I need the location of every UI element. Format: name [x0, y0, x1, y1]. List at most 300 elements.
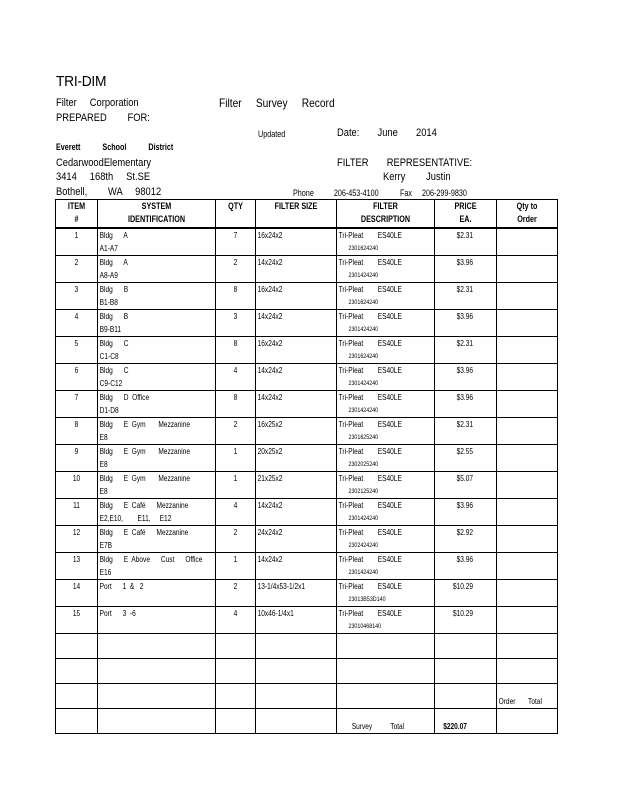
- price-value: $2.31: [456, 285, 474, 294]
- empty-row: [56, 659, 558, 684]
- filter-size: 21x25x2: [257, 474, 283, 483]
- filter-description: Tri-Pleat ES40LE: [338, 420, 402, 429]
- size-cell: [256, 310, 337, 337]
- system-units: E2,E10, E11, E12: [99, 514, 172, 523]
- item-number: 10: [72, 474, 81, 483]
- item-cell: [56, 418, 98, 445]
- system-units: B9-B11: [99, 325, 122, 334]
- qty-cell: [216, 580, 256, 607]
- description-cell: [337, 445, 435, 472]
- item-cell: [56, 310, 98, 337]
- price-value: $3.96: [456, 258, 474, 267]
- item-number: 6: [74, 366, 79, 375]
- table-row: [56, 391, 558, 418]
- filter-size: 14x24x2: [257, 258, 283, 267]
- qty-to-order-cell: [497, 337, 558, 364]
- system-name: Bldg E Gym Mezzanine: [99, 447, 191, 456]
- empty-cell: [216, 709, 256, 734]
- filter-description: Tri-Pleat ES40LE: [338, 393, 402, 402]
- price-cell: [435, 256, 497, 283]
- price-value: $3.96: [456, 366, 474, 375]
- system-name: Bldg E Above Cust Office: [99, 555, 203, 564]
- qty-to-order-cell: [497, 445, 558, 472]
- filter-description: Tri-Pleat ES40LE: [338, 501, 402, 510]
- filter-part-number: 2301624240: [348, 299, 379, 306]
- size-cell: [256, 607, 337, 634]
- filter-description: Tri-Pleat ES40LE: [338, 555, 402, 564]
- size-cell: [256, 337, 337, 364]
- system-name: Bldg E Gym Mezzanine: [99, 474, 191, 483]
- empty-row: [56, 634, 558, 659]
- item-cell: [56, 526, 98, 553]
- system-units: A8-A9: [99, 271, 118, 280]
- item-number: 9: [74, 447, 79, 456]
- empty-row: [56, 684, 558, 709]
- table-row: [56, 499, 558, 526]
- qty-value: 2: [233, 420, 238, 429]
- qty-cell: [216, 499, 256, 526]
- size-cell: [256, 418, 337, 445]
- item-cell: [56, 391, 98, 418]
- system-name: Bldg E Café Mezzanine: [99, 501, 189, 510]
- price-cell: [435, 553, 497, 580]
- empty-cell: [497, 659, 558, 684]
- description-cell: [337, 499, 435, 526]
- qty-value: 4: [233, 609, 238, 618]
- qty-cell: [216, 607, 256, 634]
- qty-cell: [216, 364, 256, 391]
- system-cell: [98, 526, 216, 553]
- description-cell: [337, 607, 435, 634]
- qty-value: 1: [233, 474, 238, 483]
- system-cell: [98, 310, 216, 337]
- item-cell: [56, 364, 98, 391]
- system-units: E8: [99, 460, 108, 469]
- column-header: [256, 200, 337, 229]
- order-total-label: Order Total: [498, 697, 542, 706]
- qty-cell: [216, 256, 256, 283]
- qty-cell: [216, 228, 256, 256]
- price-cell: [435, 607, 497, 634]
- filter-size: 24x24x2: [257, 528, 283, 537]
- filter-description: Tri-Pleat ES40LE: [338, 312, 402, 321]
- column-header-label: Order: [517, 214, 537, 224]
- price-value: $3.96: [456, 501, 474, 510]
- description-cell: [337, 418, 435, 445]
- qty-to-order-cell: [497, 418, 558, 445]
- system-units: B1-B8: [99, 298, 118, 307]
- filter-description: Tri-Pleat ES40LE: [338, 447, 402, 456]
- table-row: [56, 228, 558, 256]
- empty-cell: [435, 634, 497, 659]
- system-name: Bldg E Café Mezzanine: [99, 528, 189, 537]
- table-row: [56, 418, 558, 445]
- item-cell: [56, 472, 98, 499]
- item-number: 14: [72, 582, 81, 591]
- empty-cell: [435, 709, 497, 734]
- empty-cell: [435, 659, 497, 684]
- column-header-label: ITEM: [67, 201, 86, 211]
- qty-value: 2: [233, 528, 238, 537]
- column-header-label: FILTER SIZE: [274, 201, 318, 211]
- column-header-label: QTY: [228, 201, 243, 211]
- empty-cell: [216, 634, 256, 659]
- table-row: [56, 526, 558, 553]
- qty-cell: [216, 472, 256, 499]
- price-value: $2.31: [456, 231, 474, 240]
- empty-row: [56, 709, 558, 734]
- qty-value: 3: [233, 312, 238, 321]
- size-cell: [256, 283, 337, 310]
- price-value: $3.96: [456, 555, 474, 564]
- filter-part-number: 2301424240: [348, 407, 379, 414]
- qty-to-order-cell: [497, 607, 558, 634]
- qty-to-order-cell: [497, 391, 558, 418]
- table-row: [56, 310, 558, 337]
- filter-part-number: 2301624240: [348, 353, 379, 360]
- column-header-label: IDENTIFICATION: [127, 214, 186, 224]
- column-header-label: DESCRIPTION: [360, 214, 411, 224]
- item-number: 7: [74, 393, 79, 402]
- qty-cell: [216, 391, 256, 418]
- price-cell: [435, 364, 497, 391]
- column-header-label: EA.: [459, 214, 472, 224]
- price-cell: [435, 472, 497, 499]
- empty-cell: [256, 659, 337, 684]
- item-cell: [56, 580, 98, 607]
- table-row: [56, 553, 558, 580]
- form-title: Filter Survey Record: [219, 96, 335, 110]
- filter-size: 16x24x2: [257, 339, 283, 348]
- filter-part-number: 2302125240: [348, 488, 379, 495]
- column-header: [98, 200, 216, 229]
- client-school: CedarwoodElementary: [56, 157, 152, 169]
- description-cell: [337, 580, 435, 607]
- filter-description: Tri-Pleat ES40LE: [338, 285, 402, 294]
- size-cell: [256, 445, 337, 472]
- qty-to-order-cell: [497, 580, 558, 607]
- price-cell: [435, 283, 497, 310]
- description-cell: [337, 553, 435, 580]
- filter-size: 10x46-1/4x1: [257, 609, 294, 618]
- filter-description: Tri-Pleat ES40LE: [338, 366, 402, 375]
- description-cell: [337, 310, 435, 337]
- table-row: [56, 283, 558, 310]
- filter-part-number: 2302025240: [348, 461, 379, 468]
- system-cell: [98, 283, 216, 310]
- system-cell: [98, 607, 216, 634]
- price-cell: [435, 580, 497, 607]
- qty-value: 8: [233, 393, 238, 402]
- empty-cell: [337, 659, 435, 684]
- size-cell: [256, 553, 337, 580]
- filter-size: 14x24x2: [257, 312, 283, 321]
- filter-size: 16x24x2: [257, 285, 283, 294]
- qty-value: 1: [233, 447, 238, 456]
- price-cell: [435, 391, 497, 418]
- price-value: $3.96: [456, 312, 474, 321]
- qty-to-order-cell: [497, 256, 558, 283]
- empty-cell: [256, 684, 337, 709]
- empty-cell: [56, 659, 98, 684]
- qty-value: 4: [233, 366, 238, 375]
- description-cell: [337, 283, 435, 310]
- rep-phone: Phone 206-453-4100: [293, 188, 379, 198]
- filter-part-number: 2301424240: [348, 515, 379, 522]
- filter-part-number: 2301424240: [348, 272, 379, 279]
- qty-value: 2: [233, 582, 238, 591]
- system-units: [98, 620, 194, 622]
- column-header: [497, 200, 558, 229]
- price-cell: [435, 310, 497, 337]
- qty-value: 4: [233, 501, 238, 510]
- size-cell: [256, 256, 337, 283]
- system-cell: [98, 472, 216, 499]
- price-value: $2.31: [456, 339, 474, 348]
- system-units: E8: [99, 487, 108, 496]
- item-cell: [56, 499, 98, 526]
- rep-label: FILTER REPRESENTATIVE:: [337, 157, 473, 169]
- item-number: 4: [74, 312, 79, 321]
- price-value: $2.31: [456, 420, 474, 429]
- empty-cell: [256, 709, 337, 734]
- system-name: Bldg D Office: [99, 393, 150, 402]
- qty-to-order-cell: [497, 228, 558, 256]
- filter-survey-table: [55, 199, 558, 734]
- client-street: 3414 168th St.SE: [56, 171, 151, 183]
- item-number: 12: [72, 528, 81, 537]
- filter-size: 13-1/4x53-1/2x1: [257, 582, 306, 591]
- system-units: A1-A7: [99, 244, 118, 253]
- description-cell: [337, 337, 435, 364]
- system-cell: [98, 337, 216, 364]
- system-units: E16: [99, 568, 112, 577]
- system-name: Port 1 & 2: [99, 582, 144, 591]
- system-units: C1-C8: [99, 352, 119, 361]
- qty-cell: [216, 283, 256, 310]
- system-cell: [98, 418, 216, 445]
- column-header-label: PRICE: [454, 201, 477, 211]
- column-header-label: SYSTEM: [141, 201, 172, 211]
- system-cell: [98, 553, 216, 580]
- item-cell: [56, 228, 98, 256]
- table-row: [56, 337, 558, 364]
- description-cell: [337, 391, 435, 418]
- system-units: E8: [99, 433, 108, 442]
- system-units: C9-C12: [99, 379, 123, 388]
- item-number: 13: [72, 555, 81, 564]
- empty-cell: [56, 634, 98, 659]
- column-header: [56, 200, 98, 229]
- price-value: $5.07: [456, 474, 474, 483]
- qty-cell: [216, 337, 256, 364]
- price-value: $10.29: [452, 609, 474, 618]
- empty-cell: [98, 659, 216, 684]
- filter-size: 14x24x2: [257, 555, 283, 564]
- price-cell: [435, 337, 497, 364]
- size-cell: [256, 526, 337, 553]
- qty-to-order-cell: [497, 364, 558, 391]
- size-cell: [256, 499, 337, 526]
- price-cell: [435, 418, 497, 445]
- size-cell: [256, 472, 337, 499]
- system-units: [98, 593, 194, 595]
- filter-part-number: 2301424240: [348, 380, 379, 387]
- price-value: $10.29: [452, 582, 474, 591]
- filter-part-number: 23013B53D140: [348, 596, 386, 603]
- system-name: Bldg E Gym Mezzanine: [99, 420, 191, 429]
- empty-cell: [216, 684, 256, 709]
- price-value: $2.55: [456, 447, 474, 456]
- item-cell: [56, 553, 98, 580]
- system-cell: [98, 364, 216, 391]
- item-number: 2: [74, 258, 79, 267]
- column-header-label: FILTER: [373, 201, 398, 211]
- qty-cell: [216, 310, 256, 337]
- qty-cell: [216, 445, 256, 472]
- table-row: [56, 445, 558, 472]
- updated-label: Updated: [258, 129, 286, 139]
- qty-cell: [216, 418, 256, 445]
- size-cell: [256, 580, 337, 607]
- filter-size: 14x24x2: [257, 501, 283, 510]
- system-name: Bldg A: [99, 258, 128, 267]
- system-units: D1-D8: [99, 406, 119, 415]
- qty-value: 1: [233, 555, 238, 564]
- system-cell: [98, 256, 216, 283]
- company-name: Filter Corporation: [56, 97, 139, 109]
- survey-total-label: Survey Total: [351, 722, 405, 731]
- item-cell: [56, 283, 98, 310]
- empty-cell: [256, 634, 337, 659]
- item-cell: [56, 445, 98, 472]
- empty-cell: [435, 684, 497, 709]
- description-cell: [337, 228, 435, 256]
- qty-to-order-cell: [497, 472, 558, 499]
- qty-to-order-cell: [497, 499, 558, 526]
- qty-value: 2: [233, 258, 238, 267]
- system-cell: [98, 445, 216, 472]
- qty-cell: [216, 553, 256, 580]
- system-name: Bldg A: [99, 231, 128, 240]
- item-number: 8: [74, 420, 79, 429]
- survey-total-value: $220.07: [443, 722, 467, 731]
- empty-cell: [337, 684, 435, 709]
- empty-cell: [497, 634, 558, 659]
- price-value: $2.92: [456, 528, 474, 537]
- description-cell: [337, 364, 435, 391]
- column-header-label: #: [74, 214, 79, 224]
- system-cell: [98, 228, 216, 256]
- column-header: [337, 200, 435, 229]
- system-cell: [98, 580, 216, 607]
- filter-size: 20x25x2: [257, 447, 283, 456]
- company-logo-text: TRI-DIM: [56, 73, 107, 90]
- column-header: [216, 200, 256, 229]
- empty-cell: [98, 684, 216, 709]
- item-cell: [56, 607, 98, 634]
- system-name: Bldg C: [99, 366, 129, 375]
- empty-cell: [216, 659, 256, 684]
- filter-part-number: 23010468140: [348, 623, 382, 630]
- filter-part-number: 2301424240: [348, 569, 379, 576]
- table-row: [56, 256, 558, 283]
- system-name: Bldg C: [99, 339, 129, 348]
- price-cell: [435, 499, 497, 526]
- rep-fax: Fax 206-299-9830: [400, 188, 467, 198]
- column-header: [435, 200, 497, 229]
- filter-size: 14x24x2: [257, 366, 283, 375]
- date-line: Date: June 2014: [337, 127, 437, 139]
- qty-to-order-cell: [497, 283, 558, 310]
- client-district: Everett School District: [56, 142, 174, 152]
- qty-value: 8: [233, 339, 238, 348]
- filter-size: 14x24x2: [257, 393, 283, 402]
- rep-name: Kerry Justin: [383, 171, 451, 183]
- filter-size: 16x24x2: [257, 231, 283, 240]
- table-row: [56, 607, 558, 634]
- filter-description: Tri-Pleat ES40LE: [338, 231, 402, 240]
- filter-part-number: 2302424240: [348, 542, 379, 549]
- qty-to-order-cell: [497, 310, 558, 337]
- item-number: 15: [72, 609, 81, 618]
- description-cell: [337, 526, 435, 553]
- price-value: $3.96: [456, 393, 474, 402]
- filter-part-number: 2301424240: [348, 326, 379, 333]
- table-header-row: [56, 200, 558, 229]
- qty-cell: [216, 526, 256, 553]
- empty-cell: [337, 709, 435, 734]
- table-row: [56, 580, 558, 607]
- system-units: E7B: [99, 541, 113, 550]
- filter-part-number: 2301625240: [348, 434, 379, 441]
- qty-to-order-cell: [497, 553, 558, 580]
- item-cell: [56, 256, 98, 283]
- filter-size: 16x25x2: [257, 420, 283, 429]
- size-cell: [256, 364, 337, 391]
- item-number: 1: [74, 231, 79, 240]
- filter-description: Tri-Pleat ES40LE: [338, 474, 402, 483]
- filter-description: Tri-Pleat ES40LE: [338, 582, 402, 591]
- filter-part-number: 2301624240: [348, 245, 379, 252]
- item-cell: [56, 337, 98, 364]
- table-row: [56, 472, 558, 499]
- empty-cell: [98, 634, 216, 659]
- item-number: 5: [74, 339, 79, 348]
- empty-cell: [337, 634, 435, 659]
- client-city: Bothell, WA 98012: [56, 186, 162, 198]
- prepared-for-label: PREPARED FOR:: [56, 112, 150, 124]
- filter-description: Tri-Pleat ES40LE: [338, 609, 402, 618]
- item-number: 3: [74, 285, 79, 294]
- system-cell: [98, 391, 216, 418]
- filter-description: Tri-Pleat ES40LE: [338, 339, 402, 348]
- system-name: Bldg B: [99, 285, 129, 294]
- size-cell: [256, 228, 337, 256]
- empty-cell: [56, 709, 98, 734]
- empty-cell: [98, 709, 216, 734]
- column-header-label: Qty to: [516, 201, 538, 211]
- system-name: Bldg B: [99, 312, 129, 321]
- price-cell: [435, 526, 497, 553]
- table-row: [56, 364, 558, 391]
- empty-cell: [497, 684, 558, 709]
- qty-to-order-cell: [497, 526, 558, 553]
- price-cell: [435, 445, 497, 472]
- filter-description: Tri-Pleat ES40LE: [338, 528, 402, 537]
- filter-description: Tri-Pleat ES40LE: [338, 258, 402, 267]
- qty-value: 7: [233, 231, 238, 240]
